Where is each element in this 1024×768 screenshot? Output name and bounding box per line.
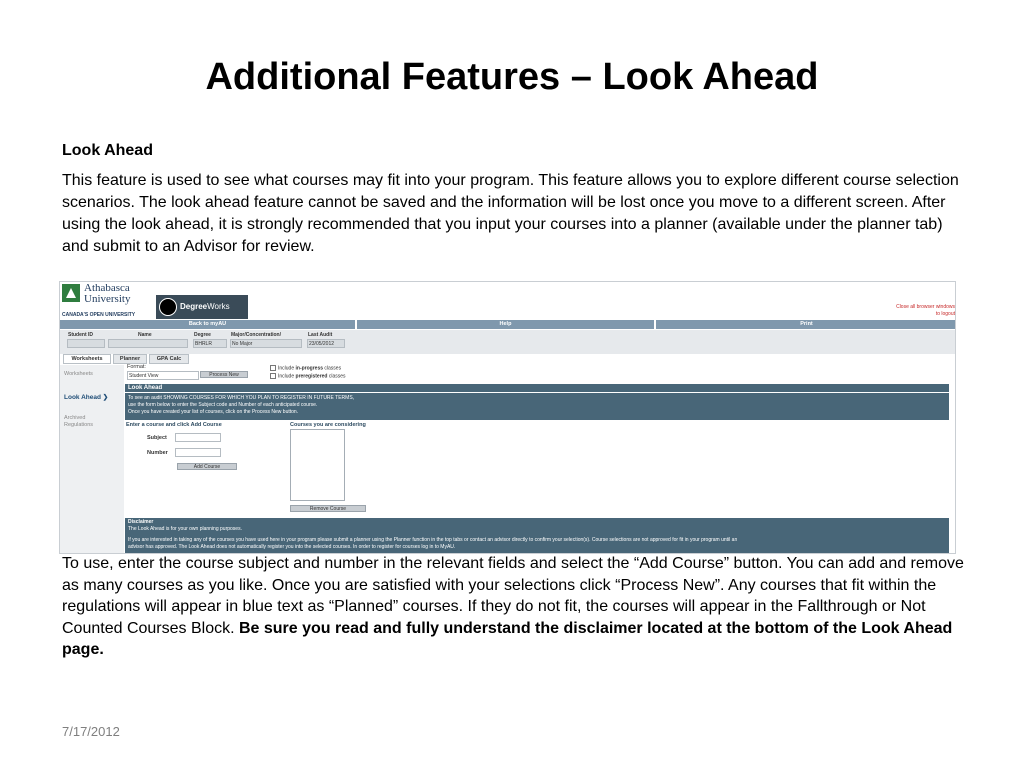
- enter-course-heading: Enter a course and click Add Course: [126, 422, 222, 428]
- instruction-line1: To see an audit SHOWING COURSES FOR WHICH YOU PLAN TO REGISTER IN FUTURE TERMS,: [128, 395, 355, 401]
- number-label: Number: [147, 450, 168, 456]
- sidebar-item-look-ahead-label: Look Ahead: [64, 394, 101, 401]
- major-field: No Major: [230, 339, 302, 348]
- disclaimer-line3: advisor has approved. The Look Ahead does not automatically register you into the selected courses. In order to register for courses log in to MyAU.: [128, 543, 456, 550]
- logout-note: Close all browser windows to logout: [896, 304, 955, 317]
- degreeworks-logo-b: Works: [207, 302, 230, 311]
- checkbox-icon: [270, 365, 276, 371]
- lookahead-instructions: [125, 393, 949, 420]
- student-id-label: Student ID: [68, 332, 93, 338]
- option2-suffix: classes: [327, 373, 346, 380]
- help-link[interactable]: Help: [357, 320, 656, 329]
- sidebar-item-archived[interactable]: Archived: [64, 415, 86, 421]
- name-label: Name: [138, 332, 152, 338]
- main-panel: [125, 365, 956, 554]
- disclaimer-line1: The Look Ahead is for your own planning purposes.: [128, 525, 242, 532]
- section-heading: Look Ahead: [62, 142, 153, 159]
- include-inprogress-option[interactable]: [270, 365, 341, 371]
- sidebar: [60, 365, 124, 554]
- courses-considering-heading: Courses you are considering: [290, 422, 366, 428]
- option1-suffix: classes: [323, 365, 342, 372]
- format-select[interactable]: Student View: [127, 371, 199, 380]
- sidebar-item-regulations[interactable]: Regulations: [64, 422, 94, 428]
- worksheet-tabs: [60, 354, 956, 364]
- university-name-line1: Athabasca: [84, 282, 130, 294]
- disclaimer-line2: If you are interested in taking any of the courses you have used here in your program please submit a planner using the Planner function in the top tabs or contact an advisor directly to confirm your selection(s). Course selections are not approved for fit in your program until an: [128, 537, 738, 543]
- subject-label: Subject: [147, 435, 167, 441]
- option1-prefix: Include: [278, 365, 296, 372]
- degree-label: Degree: [194, 332, 211, 338]
- option2-prefix: Include: [278, 373, 296, 380]
- checkbox-icon: [270, 373, 276, 379]
- slide-title: Additional Features – Look Ahead: [205, 56, 819, 98]
- last-audit-field: 23/05/2012: [307, 339, 345, 348]
- university-name: [84, 283, 130, 305]
- intro-paragraph: This feature is used to see what courses may fit into your program. This feature allows you to explore different course selection scenarios. The look ahead feature cannot be saved and the information will be lost once you move to a different screen. After using the look ahead, it is strongly recommended that you input your courses into a planner (available under the planner tab) and submit to an Advisor for review.: [62, 172, 959, 255]
- degreeworks-logo: [156, 295, 248, 319]
- number-input[interactable]: [175, 448, 221, 457]
- slide-date: 7/17/2012: [62, 724, 120, 739]
- option2-bold: preregistered: [295, 373, 328, 380]
- include-preregistered-option[interactable]: [270, 373, 346, 379]
- tab-worksheets[interactable]: Worksheets: [63, 354, 111, 364]
- body-text: To use, enter the course subject and number in the relevant fields and select the “Add Course” button. You can add and remove as many courses as you like. Once you are satisfied with your selections click “Process New”. Any courses that fit within the regulations will appear in blue text as “Planned” courses. If they do not fit, the courses will appear in the Fallthrough or Not Counted Courses Block.: [62, 555, 964, 637]
- last-audit-label: Last Audit: [308, 332, 333, 338]
- format-label: Format:: [127, 364, 146, 370]
- remove-course-button[interactable]: Remove Course: [290, 505, 366, 512]
- graduation-cap-icon: [159, 298, 177, 316]
- sidebar-item-worksheets[interactable]: Worksheets: [64, 371, 93, 377]
- tab-gpa-calc[interactable]: GPA Calc: [149, 354, 189, 364]
- disclaimer-box: [125, 518, 949, 554]
- student-id-field: [67, 339, 105, 348]
- body-paragraph: [62, 553, 967, 661]
- major-label: Major/Concentration/: [231, 332, 282, 338]
- lookahead-header: Look Ahead: [125, 384, 949, 392]
- degree-select[interactable]: BHRLR: [193, 339, 227, 348]
- brand-header: [60, 282, 956, 320]
- instruction-line2: use the form below to enter the Subject code and Number of each anticipated course.: [128, 402, 318, 408]
- degreeworks-logo-a: Degree: [180, 302, 208, 311]
- instruction-line3: Once you have created your list of courses, click on the Process New button.: [128, 409, 299, 415]
- sidebar-item-look-ahead[interactable]: [64, 393, 108, 401]
- body-bold-text: Be sure you read and fully understand the disclaimer located at the bottom of the Look Ahead page.: [62, 619, 953, 658]
- name-field: [108, 339, 188, 348]
- subject-input[interactable]: [175, 433, 221, 442]
- student-info-row: [60, 330, 956, 354]
- tab-planner[interactable]: Planner: [113, 354, 147, 364]
- top-navbar: [60, 320, 956, 329]
- back-to-myau-link[interactable]: Back to myAU: [60, 320, 357, 329]
- add-course-button[interactable]: Add Course: [177, 463, 237, 470]
- courses-considering-list[interactable]: [290, 429, 345, 501]
- athabasca-logo-icon: [62, 284, 80, 302]
- degreeworks-screenshot: [59, 281, 956, 554]
- chevron-right-icon: ❯: [102, 394, 109, 401]
- university-name-line2: University: [84, 293, 131, 305]
- option1-bold: in-progress: [295, 365, 324, 372]
- print-link[interactable]: Print: [800, 321, 813, 327]
- process-new-button[interactable]: Process New: [200, 371, 248, 378]
- disclaimer-title: Disclaimer: [128, 519, 154, 525]
- university-tagline: CANADA'S OPEN UNIVERSITY: [62, 312, 136, 318]
